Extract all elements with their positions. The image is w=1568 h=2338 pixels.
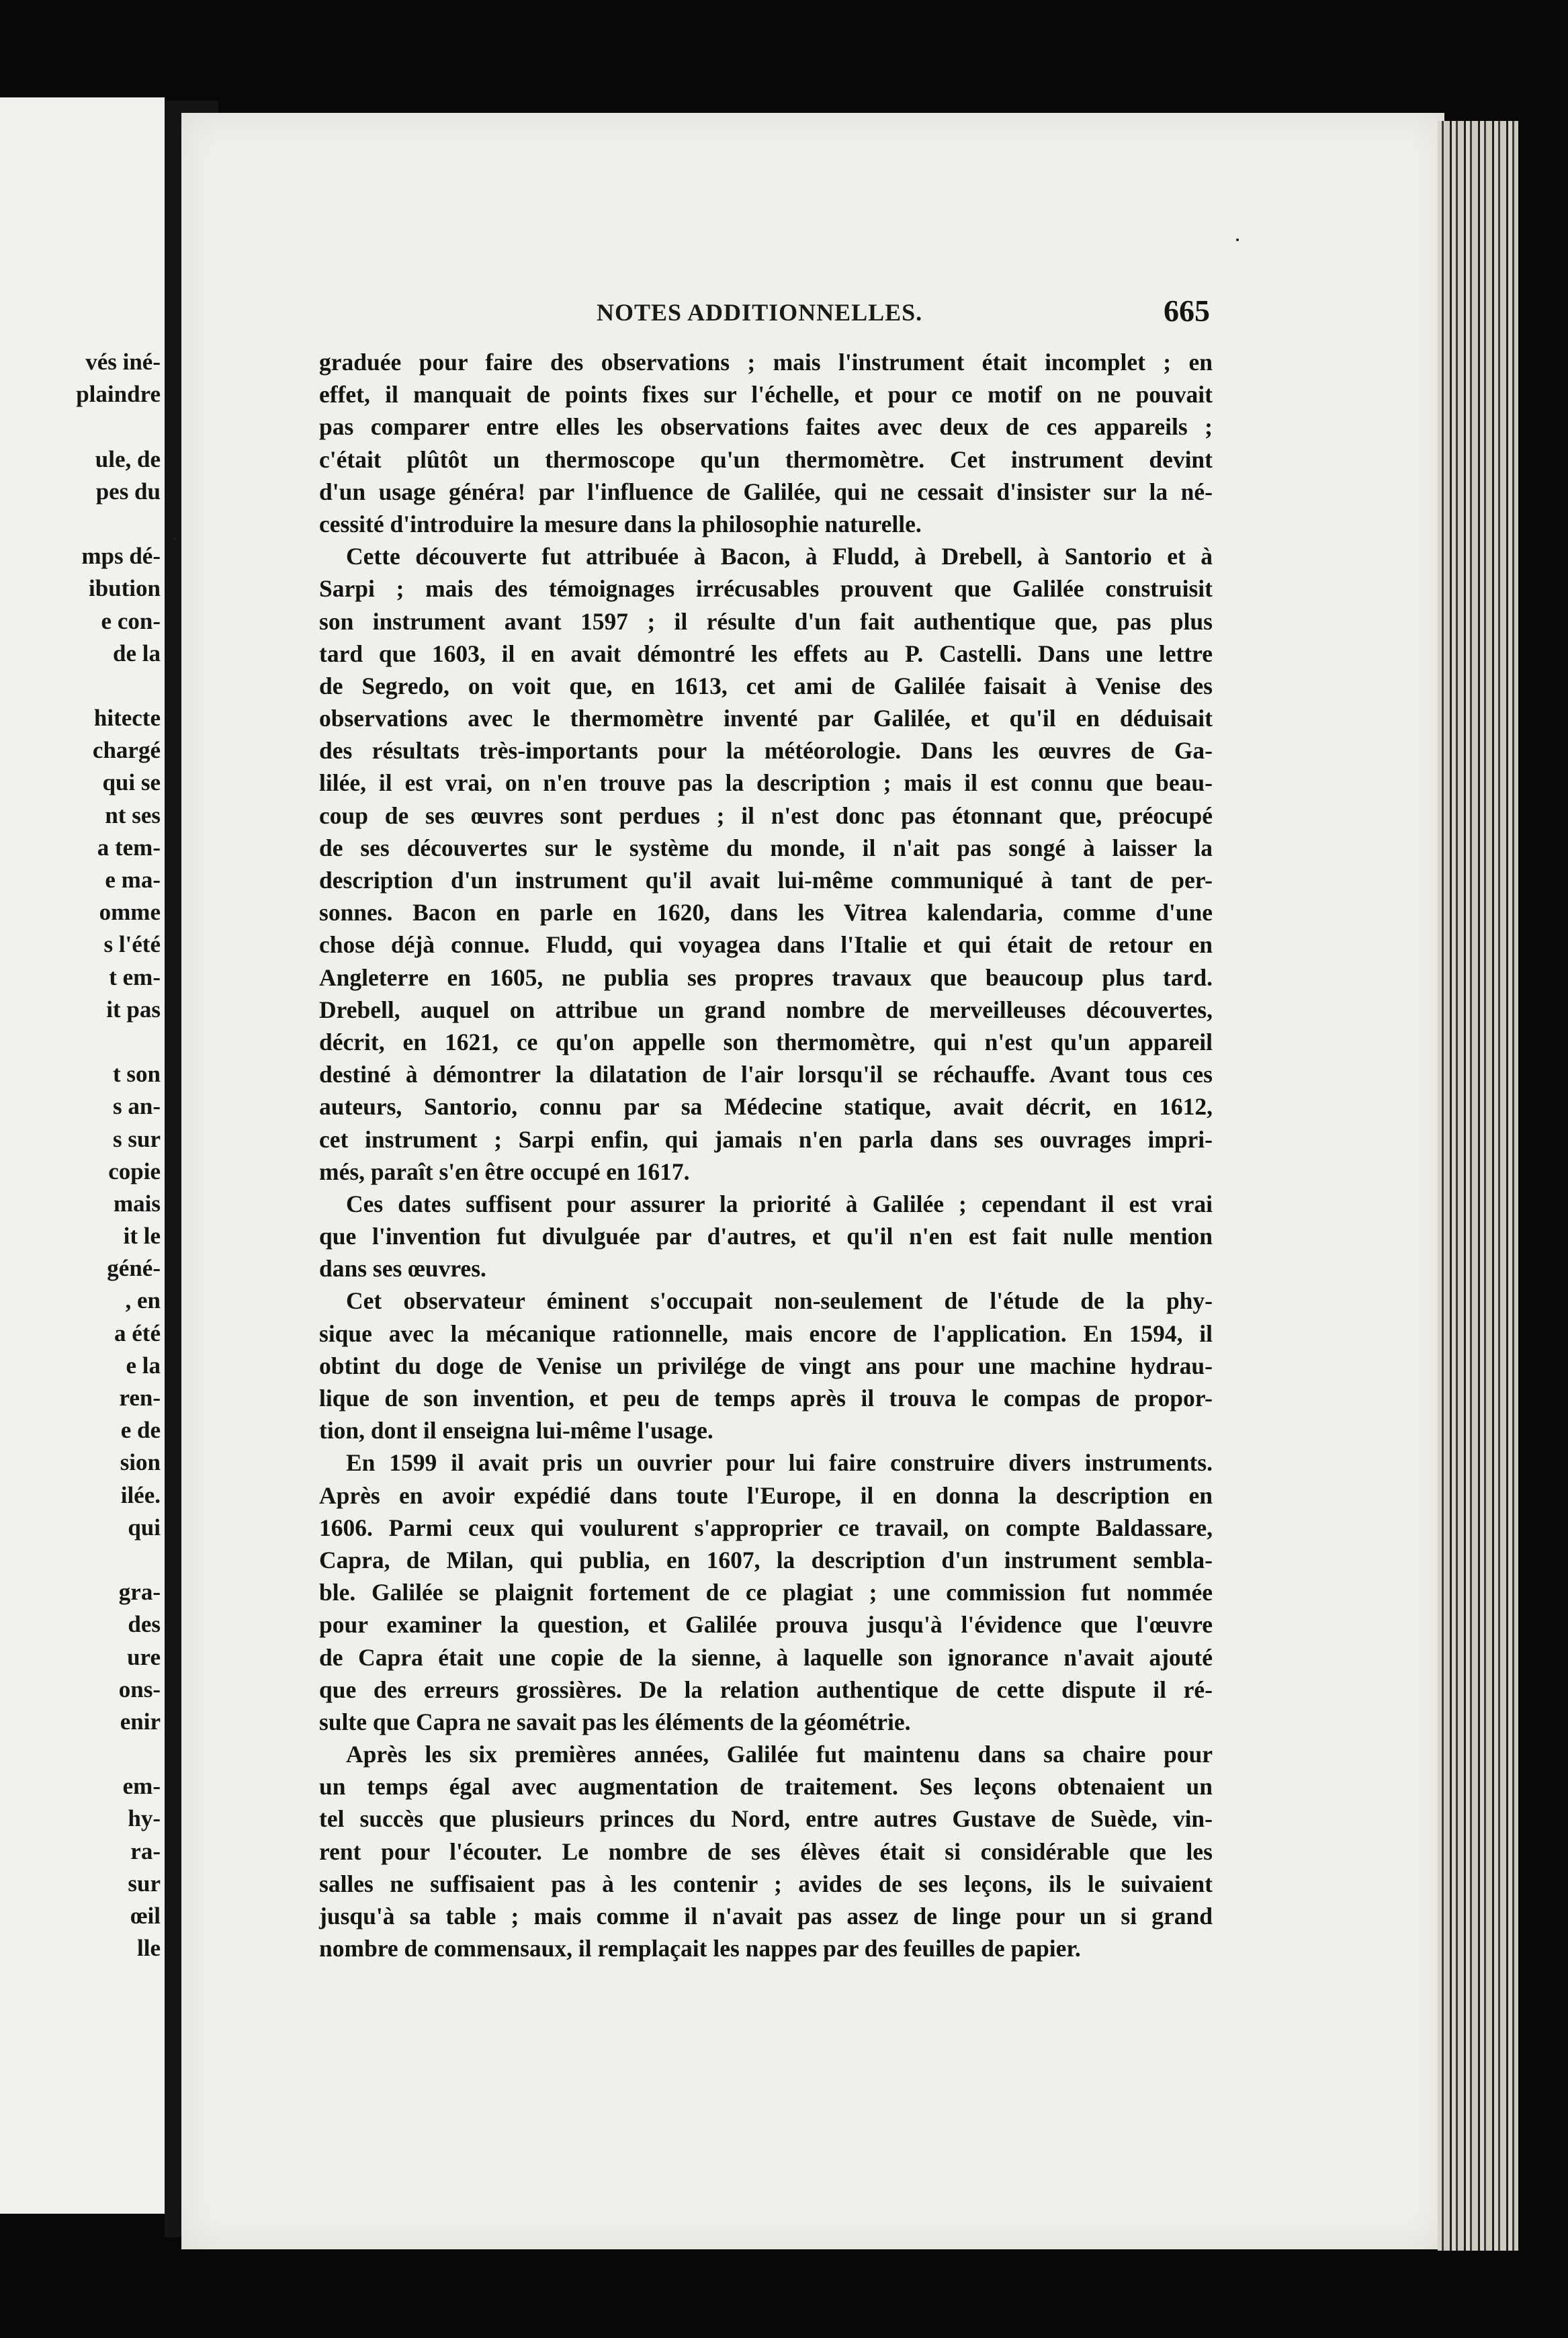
left-page-line: qui se	[102, 769, 161, 796]
left-page-line: mps dé-	[81, 543, 161, 570]
text-line: sique avec la mécanique rationnelle, mais encore de l'application. En 1594, il	[319, 1319, 1213, 1347]
text-line: lique de son invention, et peu de temps après il trouva le compas de propor-	[319, 1385, 1213, 1412]
text-line: destiné à démontrer la dilatation de l'air lorsqu'il se réchauffe. Avant tous ces	[319, 1061, 1213, 1088]
left-page-line: pes du	[95, 478, 161, 505]
text-line: Après en avoir expédié dans toute l'Europe, il en donna la description en	[319, 1481, 1213, 1509]
text-line: Après les six premières années, Galilée fut maintenu dans sa chaire pour	[346, 1741, 1213, 1768]
paragraph	[319, 1285, 1213, 1446]
left-page-text-column	[6, 346, 161, 1964]
page-number: 665	[1164, 294, 1210, 328]
left-page-line: sion	[120, 1449, 161, 1476]
text-line: graduée pour faire des observations ; mais l'instrument était incomplet ; en	[319, 349, 1213, 376]
left-page-line: ons-	[118, 1676, 161, 1702]
left-page-line: lle	[137, 1935, 161, 1962]
left-page-line	[6, 1026, 161, 1058]
left-page-line: vés iné-	[85, 349, 161, 375]
text-line: chose déjà connue. Fludd, qui voyagea dans l'Italie et qui était de retour en	[319, 931, 1213, 959]
text-line: coup de ses œuvres sont perdues ; il n'est donc pas étonnant que, préocupé	[319, 802, 1213, 829]
text-line: que l'invention fut divulguée par d'autres, et qu'il n'en est fait nulle mention	[319, 1223, 1213, 1250]
scan-speck	[1236, 239, 1239, 241]
text-line: Sarpi ; mais des témoignages irrécusables prouvent que Galilée construisit	[319, 575, 1213, 603]
text-line: obtint du doge de Venise un privilége de vingt ans pour une machine hydrau-	[319, 1352, 1213, 1379]
left-page-line: plaindre	[76, 381, 161, 408]
text-line: cessité d'introduire la mesure dans la philosophie naturelle.	[319, 510, 922, 537]
left-page-line: gra-	[118, 1579, 161, 1606]
left-page-line: géné-	[107, 1255, 161, 1282]
text-line: d'un usage généra! par l'influence de Galilée, qui ne cessait d'insister sur la né-	[319, 478, 1213, 505]
left-page-line	[6, 508, 161, 540]
paragraph	[319, 346, 1213, 540]
text-line: un temps égal avec augmentation de traitement. Ses leçons obtenaient un	[319, 1773, 1213, 1801]
left-page-line: ule, de	[95, 445, 161, 472]
text-line: Cet observateur éminent s'occupait non-seulement de l'étude de la phy-	[346, 1287, 1213, 1315]
text-line: En 1599 il avait pris un ouvrier pour lui faire construire divers instruments.	[346, 1449, 1213, 1477]
text-line: salles ne suffisaient pas à les contenir ; avides de ses leçons, ils le suivaient	[319, 1870, 1213, 1897]
left-page-line	[6, 1544, 161, 1576]
left-page-fragment	[0, 97, 165, 2214]
left-page-line: it pas	[106, 996, 161, 1023]
text-line: Ces dates suffisent pour assurer la priorité à Galilée ; cependant il est vrai	[346, 1190, 1213, 1217]
text-line: jusqu'à sa table ; mais comme il n'avait pas assez de linge pour un si grand	[319, 1903, 1213, 1930]
left-page-line: s an-	[113, 1093, 161, 1120]
left-page-line	[6, 410, 161, 443]
left-page-line	[6, 1738, 161, 1770]
text-line: Drebell, auquel on attribue un grand nombre de merveilleuses découvertes,	[319, 996, 1213, 1023]
text-line: de Capra était une copie de la sienne, à laquelle son ignorance n'avait ajouté	[319, 1643, 1213, 1671]
paragraph	[319, 1446, 1213, 1738]
left-page-line: ilée.	[120, 1481, 161, 1508]
left-page-line: enir	[120, 1708, 161, 1735]
body-text	[319, 346, 1213, 1964]
running-head: NOTES ADDITIONNELLES.	[597, 299, 923, 326]
text-line: lilée, il est vrai, on n'en trouve pas la description ; mais il est connu que beau-	[319, 769, 1213, 797]
text-line: tion, dont il enseigna lui-même l'usage.	[319, 1417, 713, 1444]
paragraph	[319, 1738, 1213, 1964]
text-line: description d'un instrument qu'il avait lui-même communiqué à tant de per-	[319, 867, 1213, 894]
left-page-line: copie	[108, 1158, 161, 1184]
left-page-line: ibution	[89, 575, 161, 602]
left-page-line: sur	[128, 1870, 161, 1897]
text-line: décrit, en 1621, ce qu'on appelle son thermomètre, qui n'est qu'un appareil	[319, 1028, 1213, 1055]
text-line: observations avec le thermomètre inventé par Galilée, et qu'il en déduisait	[319, 705, 1213, 732]
left-page-line: ure	[127, 1643, 161, 1670]
left-page-line: hy-	[128, 1805, 161, 1832]
text-line: sulte que Capra ne savait pas les éléments de la géométrie.	[319, 1708, 911, 1735]
left-page-line: qui	[128, 1514, 161, 1541]
left-page-line: em-	[122, 1773, 161, 1800]
left-page-line: chargé	[92, 737, 161, 764]
left-page-line: e la	[126, 1352, 161, 1379]
text-line: ble. Galilée se plaignit fortement de ce plagiat ; une commission fut nommée	[319, 1579, 1213, 1606]
left-page-line	[6, 670, 161, 702]
scan-speck	[173, 537, 176, 540]
text-line: que des erreurs grossières. De la relation authentique de cette dispute il ré-	[319, 1676, 1213, 1703]
left-page-line: s l'été	[103, 931, 161, 958]
left-page-line: omme	[99, 899, 161, 926]
left-page-line: e ma-	[105, 867, 161, 893]
left-page-line: ra-	[130, 1837, 161, 1864]
left-page-line: a été	[114, 1319, 161, 1346]
paragraph	[319, 540, 1213, 1188]
left-page-line: de la	[113, 640, 161, 666]
text-line: c'était plûtôt un thermoscope qu'un thermomètre. Cet instrument devint	[319, 445, 1213, 473]
text-line: més, paraît s'en être occupé en 1617.	[319, 1158, 690, 1185]
text-line: sonnes. Bacon en parle en 1620, dans les Vitrea kalendaria, comme d'une	[319, 899, 1213, 926]
text-line: cet instrument ; Sarpi enfin, qui jamais n'en parla dans ses ouvrages impri-	[319, 1125, 1213, 1153]
left-page-line: hitecte	[93, 705, 161, 732]
left-page-line: des	[128, 1611, 161, 1638]
left-page-line: ren-	[119, 1385, 161, 1411]
left-page-line: t son	[113, 1061, 161, 1088]
text-line: Angleterre en 1605, ne publia ses propres travaux que beaucoup plus tard.	[319, 963, 1213, 991]
left-page-line: nt ses	[105, 802, 161, 828]
text-line: dans ses œuvres.	[319, 1255, 486, 1283]
paragraph	[319, 1188, 1213, 1285]
text-line: pas comparer entre elles les observations faites avec deux de ces appareils ;	[319, 413, 1213, 441]
text-line: de ses découvertes sur le système du monde, il n'ait pas songé à laisser la	[319, 834, 1213, 861]
text-line: Cette découverte fut attribuée à Bacon, à Fludd, à Drebell, à Santorio et à	[346, 543, 1213, 570]
left-page-line: s sur	[113, 1125, 161, 1152]
left-page-line: it le	[123, 1223, 161, 1250]
left-page-line: t em-	[109, 963, 161, 990]
text-line: auteurs, Santorio, connu par sa Médecine statique, avait décrit, en 1612,	[319, 1093, 1213, 1121]
text-line: son instrument avant 1597 ; il résulte d'un fait authentique que, pas plus	[319, 607, 1213, 635]
left-page-line: e de	[120, 1417, 161, 1444]
text-line: pour examiner la question, et Galilée prouva jusqu'à l'évidence que l'œuvre	[319, 1611, 1213, 1639]
left-page-line: a tem-	[97, 834, 161, 861]
page-edges	[1438, 121, 1518, 2251]
text-line: tel succès que plusieurs princes du Nord, entre autres Gustave de Suède, vin-	[319, 1805, 1213, 1833]
text-line: nombre de commensaux, il remplaçait les nappes par des feuilles de papier.	[319, 1935, 1081, 1962]
text-line: 1606. Parmi ceux qui voulurent s'approprier ce travail, on compte Baldassare,	[319, 1514, 1213, 1541]
text-line: tard que 1603, il en avait démontré les effets au P. Castelli. Dans une lettre	[319, 640, 1213, 667]
text-line: effet, il manquait de points fixes sur l'échelle, et pour ce motif on ne pouvait	[319, 381, 1213, 408]
text-line: de Segredo, on voit que, en 1613, cet ami de Galilée faisait à Venise des	[319, 672, 1213, 699]
text-line: Capra, de Milan, qui publia, en 1607, la description d'un instrument sembla-	[319, 1546, 1213, 1573]
left-page-line: mais	[114, 1190, 161, 1217]
left-page-line: œil	[130, 1903, 161, 1929]
text-line: des résultats très-importants pour la météorologie. Dans les œuvres de Ga-	[319, 737, 1213, 765]
left-page-line: , en	[125, 1287, 161, 1314]
left-page-line: e con-	[101, 607, 161, 634]
text-line: rent pour l'écouter. Le nombre de ses élèves était si considérable que les	[319, 1837, 1213, 1865]
